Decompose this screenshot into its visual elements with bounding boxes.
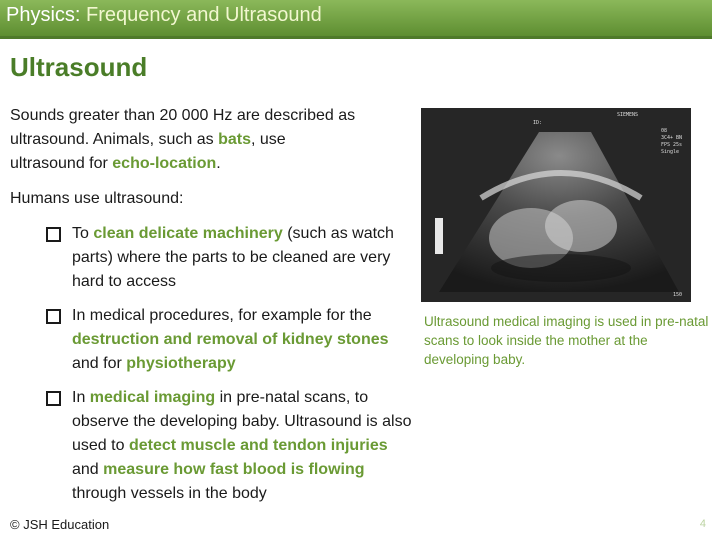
uses-list bbox=[46, 222, 416, 516]
list-item: To clean delicate machinery (such as watch parts) where the parts to be cleaned are very hard to access bbox=[46, 222, 416, 294]
scan-brand-label: SIEMENS bbox=[617, 112, 639, 118]
list-item: In medical procedures, for example for the destruction and removal of kidney stones and for physiotherapy bbox=[46, 304, 416, 376]
intro-paragraph bbox=[10, 104, 410, 176]
scan-id-label: ID: bbox=[533, 120, 543, 126]
scan-readout-2: 3C4+ BN bbox=[661, 135, 683, 141]
intro-line-2: ultrasound. Animals, such as bats, use bbox=[10, 131, 286, 148]
image-caption: Ultrasound medical imaging is used in pre-natal scans to look inside the mother at the developing baby. bbox=[424, 314, 709, 367]
list-item: In medical imaging in pre-natal scans, to observe the developing baby. Ultrasound is also used to detect muscle and tendon injuries and measure how fast blood is flowing through vessels in the body bbox=[46, 386, 416, 506]
subject-label: Physics: bbox=[6, 4, 81, 26]
checkbox-bullet-icon bbox=[46, 309, 61, 324]
checkbox-bullet-icon bbox=[46, 391, 61, 406]
page-number: 4 bbox=[699, 518, 706, 530]
section-heading: Ultrasound bbox=[10, 52, 148, 82]
title-bar bbox=[0, 0, 712, 36]
keyword-bats: bats bbox=[218, 131, 252, 148]
intro-line-1: Sounds greater than 20 000 Hz are described as bbox=[10, 107, 356, 124]
copyright-footer: © JSH Education bbox=[10, 517, 110, 532]
keyword-echo-location: echo-location bbox=[112, 155, 217, 172]
scan-depth-label: 150 bbox=[673, 292, 683, 298]
intro-line-3: ultrasound for echo-location. bbox=[10, 155, 221, 172]
scan-readout-4: Single bbox=[661, 149, 680, 155]
slide-title bbox=[6, 4, 322, 27]
checkbox-bullet-icon bbox=[46, 227, 61, 242]
topic-label: Frequency and Ultrasound bbox=[86, 4, 322, 26]
scan-readout-3: FPS 25s bbox=[661, 142, 683, 148]
scan-readout-1: 08 bbox=[661, 128, 668, 134]
ultrasound-scan-image bbox=[421, 108, 691, 302]
uses-intro: Humans use ultrasound: bbox=[10, 190, 184, 207]
title-divider bbox=[0, 36, 712, 39]
